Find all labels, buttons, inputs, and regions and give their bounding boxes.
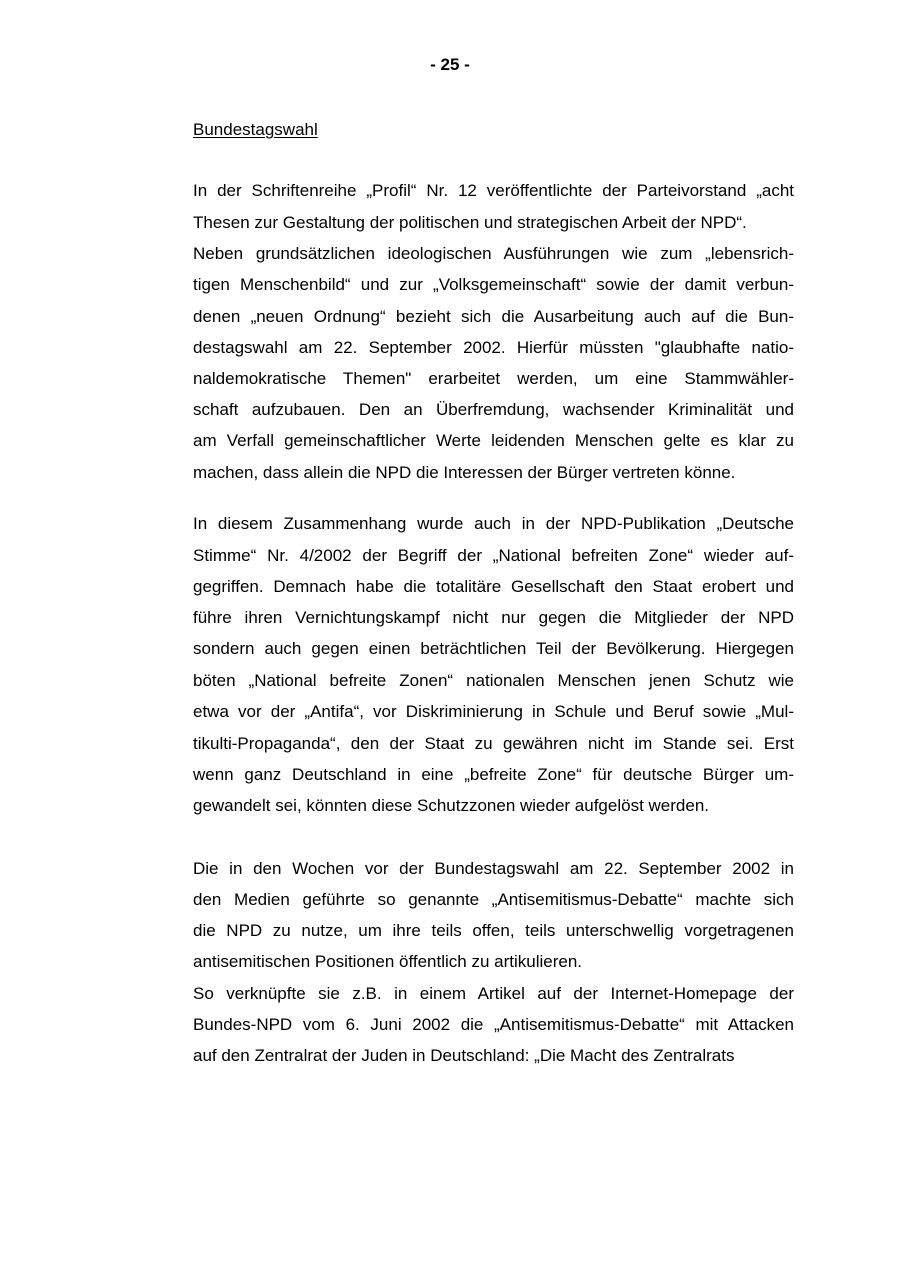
text-line: den Medien geführte so genannte „Antisemitismus-Debatte“ machte sich bbox=[193, 890, 794, 909]
text-line: am Verfall gemeinschaftlicher Werte leidenden Menschen gelte es klar zu bbox=[193, 431, 794, 450]
section-heading: Bundestagswahl bbox=[193, 120, 318, 139]
text-line: etwa vor der „Antifa“, vor Diskriminierung in Schule und Beruf sowie „Mul- bbox=[193, 702, 794, 721]
text-line: denen „neuen Ordnung“ bezieht sich die Ausarbeitung auch auf die Bun- bbox=[193, 307, 794, 326]
text-line: destagswahl am 22. September 2002. Hierfür müssten "glaubhafte natio- bbox=[193, 338, 794, 357]
text-line: führe ihren Vernichtungskampf nicht nur gegen die Mitglieder der NPD bbox=[193, 608, 794, 627]
text-line: die NPD zu nutze, um ihre teils offen, teils unterschwellig vorgetragenen bbox=[193, 921, 794, 940]
text-line: Stimme“ Nr. 4/2002 der Begriff der „National befreiten Zone“ wieder auf- bbox=[193, 546, 794, 565]
text-line: In der Schriftenreihe „Profil“ Nr. 12 veröffentlichte der Parteivorstand „acht bbox=[193, 181, 794, 200]
text-line: machen, dass allein die NPD die Interessen der Bürger vertreten könne. bbox=[193, 463, 736, 482]
text-line: Thesen zur Gestaltung der politischen und strategischen Arbeit der NPD“. bbox=[193, 213, 747, 232]
text-line: sondern auch gegen einen beträchtlichen Teil der Bevölkerung. Hiergegen bbox=[193, 639, 794, 658]
text-line: Die in den Wochen vor der Bundestagswahl am 22. September 2002 in bbox=[193, 859, 794, 878]
text-line: auf den Zentralrat der Juden in Deutschland: „Die Macht des Zentralrats bbox=[193, 1046, 735, 1065]
text-line: wenn ganz Deutschland in eine „befreite Zone“ für deutsche Bürger um- bbox=[193, 765, 794, 784]
text-line: böten „National befreite Zonen“ nationalen Menschen jenen Schutz wie bbox=[193, 671, 794, 690]
text-line: tikulti-Propaganda“, den der Staat zu gewähren nicht im Stande sei. Erst bbox=[193, 734, 794, 753]
text-line: Bundes-NPD vom 6. Juni 2002 die „Antisemitismus-Debatte“ mit Attacken bbox=[193, 1015, 794, 1034]
text-line: naldemokratische Themen" erarbeitet werden, um eine Stammwähler- bbox=[193, 369, 794, 388]
text-line: In diesem Zusammenhang wurde auch in der NPD-Publikation „Deutsche bbox=[193, 514, 794, 533]
text-line: antisemitischen Positionen öffentlich zu artikulieren. bbox=[193, 952, 583, 971]
page-number: - 25 - bbox=[430, 55, 470, 74]
text-line: gewandelt sei, könnten diese Schutzzonen wieder aufgelöst werden. bbox=[193, 796, 710, 815]
text-line: Neben grundsätzlichen ideologischen Ausführungen wie zum „lebensrich- bbox=[193, 244, 794, 263]
text-line: So verknüpfte sie z.B. in einem Artikel auf der Internet-Homepage der bbox=[193, 984, 794, 1003]
text-line: gegriffen. Demnach habe die totalitäre Gesellschaft den Staat erobert und bbox=[193, 577, 794, 596]
text-line: schaft aufzubauen. Den an Überfremdung, wachsender Kriminalität und bbox=[193, 400, 794, 419]
text-line: tigen Menschenbild“ und zur „Volksgemeinschaft“ sowie der damit verbun- bbox=[193, 275, 794, 294]
